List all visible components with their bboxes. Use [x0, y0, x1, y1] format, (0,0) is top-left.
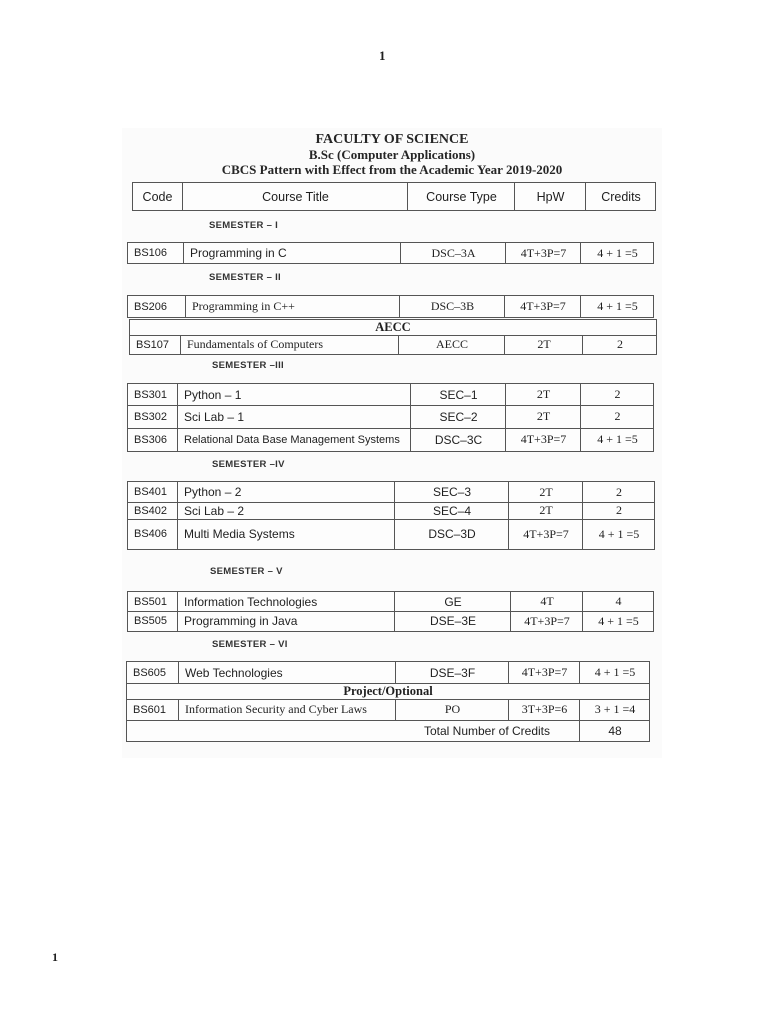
table-row — [128, 592, 653, 611]
course-type: SEC–2 — [410, 405, 506, 428]
course-title: Information Security and Cyber Laws — [178, 699, 395, 720]
course-title: Web Technologies — [178, 662, 395, 683]
pattern-title: CBCS Pattern with Effect from the Academic Year 2019-2020 — [221, 162, 563, 177]
semester-3-heading: SEMESTER –III — [212, 360, 285, 371]
semester-5-table — [127, 591, 654, 632]
course-type: GE — [394, 592, 511, 611]
course-hpw: 4T+3P=7 — [505, 243, 581, 263]
course-hpw: 4T+3P=7 — [505, 428, 581, 451]
program-title: B.Sc (Computer Applications) — [308, 147, 476, 162]
course-code: BS605 — [133, 666, 167, 679]
course-type: DSC–3A — [400, 243, 506, 263]
course-credits: 3 + 1 =4 — [579, 699, 650, 720]
course-hpw: 4T+3P=7 — [508, 519, 583, 549]
course-hpw: 2T — [508, 502, 583, 519]
course-credits: 4 + 1 =5 — [580, 243, 654, 263]
course-code: BS406 — [134, 528, 168, 540]
course-title: Relational Data Base Management Systems — [177, 428, 410, 451]
table-row — [128, 428, 653, 451]
course-title: Python – 1 — [177, 384, 410, 405]
course-code: BS501 — [134, 595, 168, 608]
course-credits: 2 — [580, 384, 654, 405]
course-code: BS206 — [134, 300, 168, 313]
total-row — [127, 720, 649, 741]
course-credits: 2 — [582, 502, 655, 519]
table-row — [127, 295, 654, 318]
course-hpw: 2T — [505, 384, 581, 405]
course-hpw: 2T — [508, 482, 583, 502]
table-row — [127, 242, 654, 264]
semester-4-table — [127, 481, 655, 550]
course-hpw: 4T+3P=7 — [508, 662, 580, 683]
course-hpw: 4T — [510, 592, 583, 611]
course-type: SEC–4 — [394, 502, 509, 519]
faculty-title: FACULTY OF SCIENCE — [315, 132, 469, 147]
course-type: SEC–3 — [394, 482, 509, 502]
course-title: Multi Media Systems — [177, 519, 394, 549]
course-credits: 4 + 1 =5 — [580, 296, 654, 317]
semester-4-heading: SEMESTER –IV — [212, 459, 285, 470]
document-titles — [122, 132, 662, 177]
header-course-title: Course Title — [182, 183, 408, 210]
table-row — [130, 335, 656, 354]
course-type: DSC–3C — [410, 428, 506, 451]
course-hpw: 2T — [504, 335, 583, 354]
aecc-block — [129, 319, 657, 355]
semester-3-table — [127, 383, 654, 452]
course-title: Sci Lab – 1 — [177, 405, 410, 428]
course-code: BS505 — [134, 615, 168, 627]
course-type: PO — [395, 699, 509, 720]
course-title: Information Technologies — [177, 592, 394, 611]
course-code: BS106 — [134, 247, 168, 259]
course-credits: 2 — [582, 482, 655, 502]
course-title: Fundamentals of Computers — [180, 335, 398, 354]
course-code: BS306 — [134, 433, 168, 446]
course-type: DSC–3D — [394, 519, 509, 549]
semester-1-heading: SEMESTER – I — [209, 220, 279, 231]
course-title: Sci Lab – 2 — [177, 502, 394, 519]
course-title: Programming in Java — [177, 611, 394, 631]
page-number-top: 1 — [379, 48, 386, 63]
course-hpw: 4T+3P=7 — [510, 611, 583, 631]
course-title: Python – 2 — [177, 482, 394, 502]
project-heading: Project/Optional — [343, 684, 433, 698]
total-credits-value: 48 — [579, 720, 650, 741]
course-code: BS302 — [134, 410, 168, 423]
course-code: BS107 — [136, 338, 170, 351]
semester-6-heading: SEMESTER – VI — [212, 639, 288, 650]
table-row — [128, 502, 654, 519]
table-row — [128, 384, 653, 405]
semester-6-table — [126, 661, 650, 742]
page-number-bottom: 1 — [52, 950, 58, 964]
table-row — [128, 519, 654, 549]
course-code: BS301 — [134, 388, 168, 401]
course-hpw: 3T+3P=6 — [508, 699, 580, 720]
course-credits: 4 + 1 =5 — [582, 611, 654, 631]
table-header-row — [132, 182, 656, 211]
table-row — [127, 699, 649, 720]
course-credits: 4 + 1 =5 — [582, 519, 655, 549]
table-row — [128, 405, 653, 428]
header-credits: Credits — [585, 183, 656, 210]
course-type: DSE–3F — [395, 662, 509, 683]
course-code: BS402 — [134, 504, 168, 517]
course-type: DSC–3B — [399, 296, 505, 317]
header-hpw: HpW — [514, 183, 586, 210]
table-row — [128, 611, 653, 631]
course-title: Programming in C++ — [185, 296, 399, 317]
aecc-heading: AECC — [375, 320, 411, 334]
scanned-document — [122, 128, 662, 758]
header-course-type: Course Type — [407, 183, 515, 210]
header-code: Code — [142, 189, 173, 204]
course-code: BS401 — [134, 486, 168, 498]
course-type: SEC–1 — [410, 384, 506, 405]
course-type: DSE–3E — [394, 611, 511, 631]
course-credits: 4 + 1 =5 — [580, 428, 654, 451]
course-type: AECC — [398, 335, 505, 354]
course-code: BS601 — [133, 703, 167, 716]
course-credits: 4 + 1 =5 — [579, 662, 650, 683]
course-credits: 2 — [580, 405, 654, 428]
table-row — [127, 662, 649, 683]
course-title: Programming in C — [183, 243, 400, 263]
total-label: Total Number of Credits — [423, 723, 551, 738]
course-credits: 2 — [582, 335, 657, 354]
table-row — [128, 482, 654, 502]
semester-5-heading: SEMESTER – V — [210, 566, 283, 577]
course-hpw: 4T+3P=7 — [504, 296, 581, 317]
semester-2-heading: SEMESTER – II — [209, 272, 282, 283]
course-credits: 4 — [582, 592, 654, 611]
course-hpw: 2T — [505, 405, 581, 428]
